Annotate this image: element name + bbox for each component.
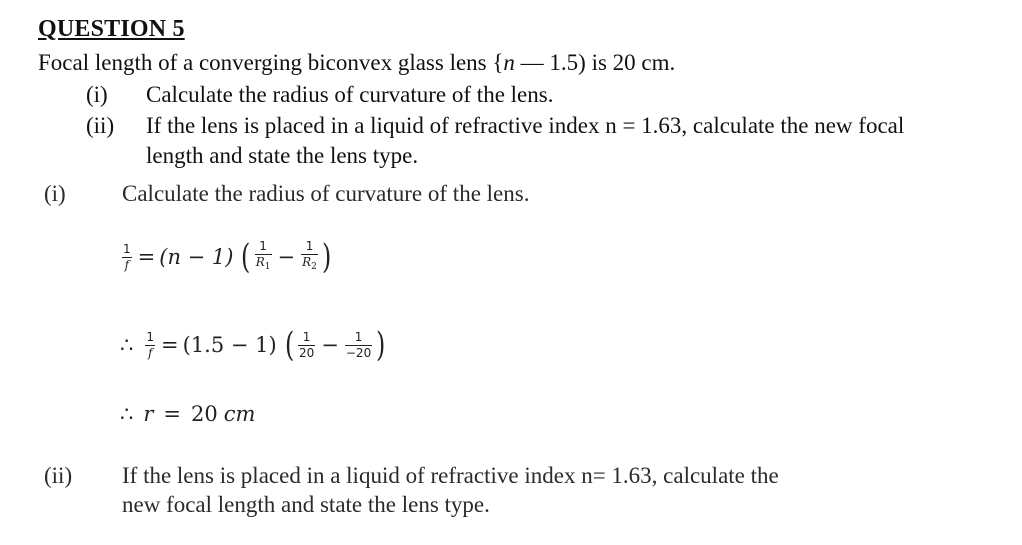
paren-value: (1.5 − 1)	[182, 333, 277, 357]
fraction-one-over-neg20: $\frac{1}{-20}$	[345, 329, 372, 360]
solution-part-i-text: Calculate the radius of curvature of the lens.	[122, 181, 530, 206]
question-part-i-text: Calculate the radius of curvature of the lens.	[146, 82, 554, 107]
fraction-one-over-r2: $\frac{1}{R_2}$	[302, 239, 317, 272]
question-part-ii-text-line2: length and state the lens type.	[146, 143, 419, 168]
radius-result: ∴ r = 20 cm	[120, 402, 256, 426]
n-minus-one: (n − 1)	[159, 245, 234, 269]
lensmaker-equation: $\frac{1}{f}$ = (n − 1) ( $\frac{1}{R_1}$ − $\frac{1}{R_2}$ )	[123, 237, 332, 277]
fraction-one-over-20: $\frac{1}{20}$	[298, 329, 315, 360]
fraction-one-over-f: $\frac{1}{f}$	[123, 241, 131, 272]
fraction-one-over-r1: $\frac{1}{R_1}$	[255, 239, 271, 272]
solution-part-ii-text-line1: If the lens is placed in a liquid of refractive index n= 1.63, calculate the	[122, 463, 779, 488]
question-intro: Focal length of a converging biconvex glass lens {n — 1.5) is 20 cm.	[38, 50, 676, 75]
question-part-i-number: (i)	[86, 82, 108, 107]
solution-part-i-number: (i)	[44, 181, 66, 206]
solution-part-ii-number: (ii)	[44, 463, 73, 488]
question-part-ii-text-line1: If the lens is placed in a liquid of refractive index n = 1.63, calculate the new focal	[146, 113, 905, 138]
fraction-one-over-f-2: $\frac{1}{f}$	[146, 329, 155, 360]
substituted-equation: ∴ $\frac{1}{f}$ = (1.5 − 1) ( $\frac{1}{20}$ − $\frac{1}{-20}$ )	[120, 325, 386, 365]
question-part-ii-number: (ii)	[86, 113, 115, 138]
solution-part-ii-text-line2: new focal length and state the lens type.	[122, 492, 490, 517]
question-heading: QUESTION 5	[38, 16, 185, 42]
